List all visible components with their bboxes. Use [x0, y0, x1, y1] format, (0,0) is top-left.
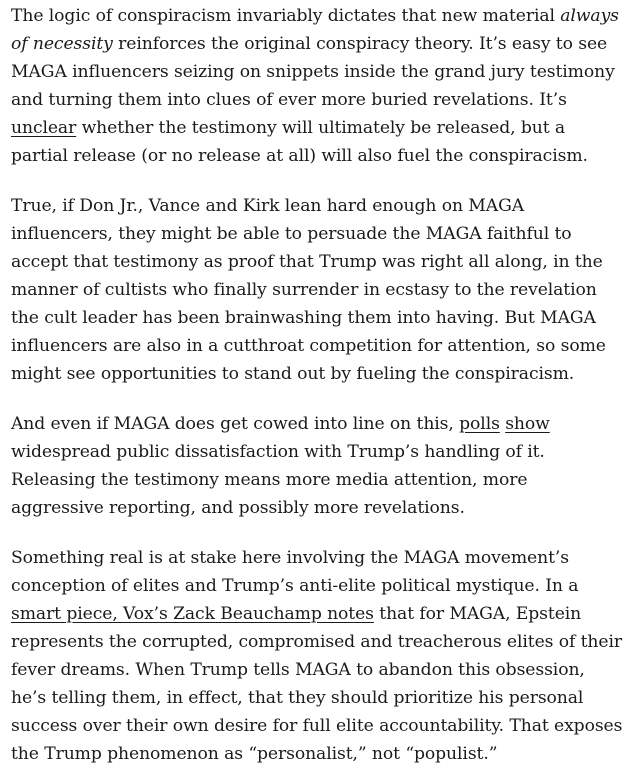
paragraph-1-text-a: The logic of conspiracism invariably dictates that new material [11, 6, 561, 26]
paragraph-4 [11, 544, 625, 768]
paragraph-4-text-a: Something real is at stake here involving the MAGA movement’s conception of elites and Trump’s anti-elite political mystique. In a [11, 548, 579, 596]
emphasis-always-of-necessity: always of necessity [11, 6, 619, 54]
paragraph-1-text-b: reinforces the original conspiracy theory. It’s easy to see MAGA influencers seizing on snippets inside the grand jury testimony and turning them into clues of ever more buried revelations. It’s [11, 34, 615, 110]
paragraph-4-text-b: that for MAGA, Epstein represents the corrupted, compromised and treacherous elites of their fever dreams. When Trump tells MAGA to abandon this obsession, he’s telling them, in effect, that they should prioritize his personal success over their own desire for full elite accountability. That exposes the Trump phenomenon as “personalist,” not “populist.” [11, 604, 623, 764]
link-unclear[interactable]: unclear [11, 118, 77, 138]
paragraph-3-text-a: And even if MAGA does get cowed into line on this, [11, 414, 460, 434]
link-polls[interactable]: polls [459, 414, 500, 434]
paragraph-3-text-b: widespread public dissatisfaction with Trump’s handling of it. Releasing the testimony means more media attention, more aggressive reporting, and possibly more revelations. [11, 442, 545, 518]
link-vox-zack-beauchamp[interactable]: smart piece, Vox’s Zack Beauchamp notes [11, 604, 374, 624]
paragraph-2 [11, 192, 625, 388]
paragraph-3 [11, 410, 625, 522]
paragraph-2-text: True, if Don Jr., Vance and Kirk lean hard enough on MAGA influencers, they might be able to persuade the MAGA faithful to accept that testimony as proof that Trump was right all along, in the manner of cultists who finally surrender in ecstasy to the revelation the cult leader has been brainwashing them into having. But MAGA influencers are also in a cutthroat competition for attention, so some might see opportunities to stand out by fueling the conspiracism. [11, 196, 606, 384]
paragraph-1 [11, 2, 625, 170]
link-show[interactable]: show [505, 414, 550, 434]
paragraph-1-text-c: whether the testimony will ultimately be released, but a partial release (or no release at all) will also fuel the conspiracism. [11, 118, 588, 166]
